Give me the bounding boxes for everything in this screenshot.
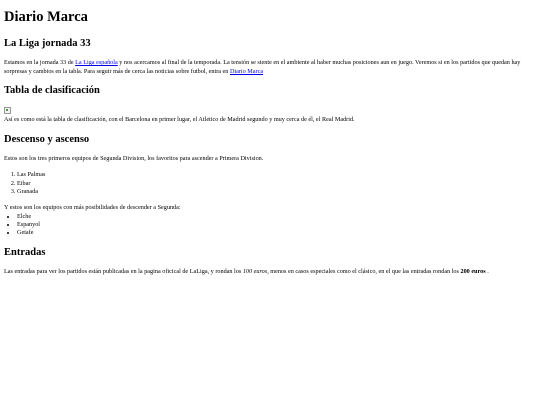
list-item: • Elche (17, 213, 536, 221)
price-regular: 100 euros (242, 268, 268, 276)
list-item: • Getafe (17, 229, 536, 237)
entradas-text-2: , menos en casos especiales como el clásico, en el que las entradas rondan los (267, 268, 461, 276)
descenso-intro: Y estos son los equipos con más posibilidades de descender a Segunda: (4, 203, 181, 211)
list-item: 1. Las Palmas (17, 171, 536, 179)
ascenso-intro: Estos son los tres primeros equipos de Segunda Division, los favoritos para ascender a Primera Division. (4, 154, 264, 162)
list-item: • Espanyol (17, 221, 536, 229)
diario-marca-link[interactable]: Diario Marca (229, 67, 264, 75)
broken-image-icon (4, 107, 11, 114)
ascenso-list (4, 171, 536, 196)
descenso-heading: Descenso y ascenso (4, 133, 90, 145)
tabla-paragraph: Así es como está la tabla de clasificación, con el Barcelona en primer lugar, el Atletico de Madrid segundo y muy cerca de él, el Real Madrid. (4, 116, 355, 124)
tabla-heading: Tabla de clasificación (4, 85, 100, 97)
descenso-list (4, 213, 536, 238)
entradas-text-3: . (485, 268, 489, 276)
entradas-paragraph (4, 268, 536, 277)
entradas-text-1: Las entradas para ver los partidos están publicadas en la pagina oficical de LaLiga, y rondan los (4, 268, 243, 276)
la-liga-link[interactable]: La Liga española (75, 59, 118, 66)
intro-text-2: y nos acercamos al final de la temporada. La tensión se siente en el ambiente al haber muchas posiciones aun en juego. Veremos si en los partidos que quedan hay sorpresas y cambios en la tabla. Para seguir más de cerca las noticias sobre futbol, entra en (4, 59, 521, 75)
intro-paragraph (4, 59, 536, 76)
table-image-container (4, 106, 536, 116)
price-clasico: 200 euros (460, 268, 486, 276)
intro-text-1: Estamos en la jornada 33 de (4, 59, 76, 66)
article-title: La Liga jornada 33 (4, 38, 91, 49)
list-item: 2. Eibar (17, 180, 536, 188)
site-title: Diario Marca (4, 9, 88, 25)
list-item: 3. Granada (17, 188, 536, 196)
entradas-heading: Entradas (4, 247, 46, 259)
